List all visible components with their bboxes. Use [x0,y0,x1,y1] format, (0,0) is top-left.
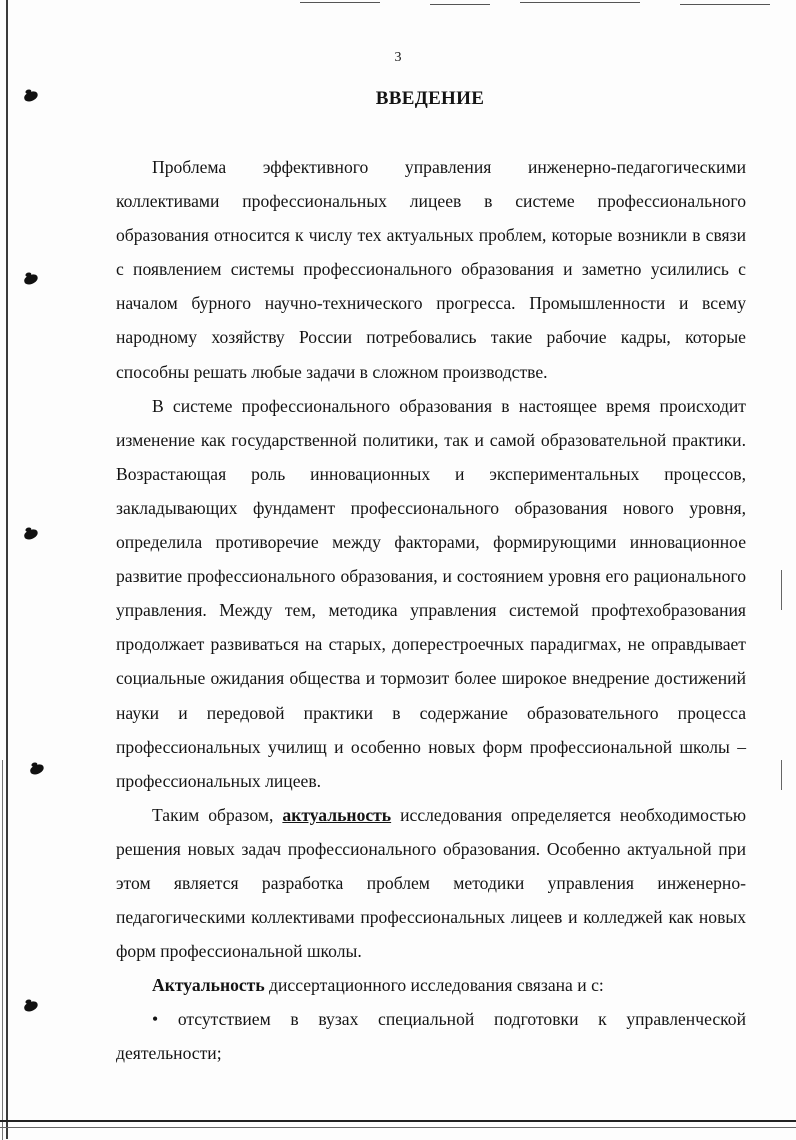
bullet-icon: • [152,1009,159,1030]
bullet-item [116,1002,746,1070]
paragraph [116,798,746,968]
paragraph-rest: диссертационного исследования связана и с: [264,975,604,996]
paragraph: Проблема эффективного управления инженерно-педагогическими коллективами профессиональных лицеев в системе профессионального образования относится к числу тех актуальных проблем, которые возникли в связи с появлением системы профессионального образования и заметно усилились с началом бурного научно-технического прогресса. Промышленности и всему народному хозяйству России потребовались такие рабочие кадры, которые способны решать любые задачи в сложном производстве. [116,157,746,382]
paragraph-lead: Таким образом, [152,804,283,825]
binder-hole-mark [23,273,39,286]
scan-left-edge [6,0,8,1139]
scan-bottom-rule [0,1127,796,1128]
keyword-relevance: актуальность [282,804,392,825]
paragraph-rest: исследования определяется необходимостью решения новых задач профессионального образования. Особенно актуальной при этом является разработка проблем методики управления инженерно-педагогическими коллективами профессиональных лицеев и колледжей как новых форм профессиональной школы. [116,804,746,962]
body-text [116,150,746,1071]
scan-bottom-rule [0,1120,796,1122]
page-number: 3 [394,50,402,65]
binder-hole-mark [23,1000,39,1013]
keyword-relevance: Актуальность [152,975,265,996]
scan-left-edge-secondary [2,760,3,1140]
scan-top-rule [300,2,380,3]
paragraph [116,968,746,1002]
paragraph: В системе профессионального образования в настоящее время происходит изменение как государственной политики, так и самой образовательной практики. Возрастающая роль инновационных и экспериментальных процессов, закладывающих фундамент профессионального образования нового уровня, определила противоречие между факторами, формирующими инновационное развитие профессионального образования, и состоянием уровня его рационального управления. Между тем, методика управления системой профтехобразования продолжает развиваться на старых, доперестроечных парадигмах, не оправдывает социальные ожидания общества и тормозит более широкое внедрение достижений науки и передовой практики в содержание образовательного процесса профессиональных училищ и особенно новых форм профессиональной школы – профессиональных лицеев. [116,395,746,791]
binder-hole-mark [29,763,45,776]
page-title: ВВЕДЕНИЕ [375,88,485,109]
scan-top-rule [520,2,640,3]
bullet-text: отсутствием в вузах специальной подготовки к управленческой деятельности; [116,1009,746,1064]
binder-hole-mark [23,528,39,541]
scan-top-rule [430,4,490,5]
scan-top-rule [680,4,770,5]
scan-right-tick [781,570,782,610]
scan-right-tick [781,760,782,790]
